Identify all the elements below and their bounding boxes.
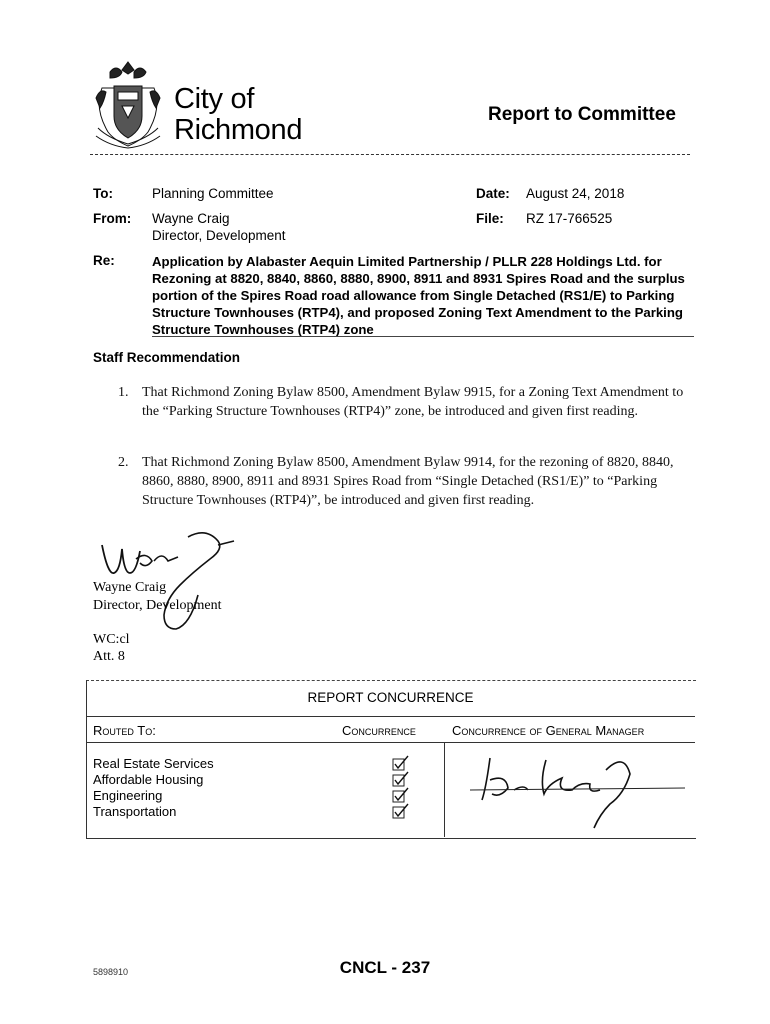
general-manager-signature (470, 750, 690, 830)
column-divider (444, 742, 445, 837)
re-label: Re: (93, 253, 115, 268)
report-title: Report to Committee (488, 104, 676, 125)
checked-box-icon (392, 803, 414, 819)
routed-to-header: Routed To: (93, 723, 156, 738)
recommendation-number: 1. (118, 385, 129, 400)
recommendation-text: That Richmond Zoning Bylaw 8500, Amendment Bylaw 9915, for a Zoning Text Amendment to the “Parking Structure Townhouses (RTP4)” zone, be introduced and given first reading. (142, 385, 684, 419)
concurrence-title: REPORT CONCURRENCE (307, 690, 474, 705)
staff-recommendation-heading: Staff Recommendation (93, 350, 241, 365)
from-title: Director, Development (152, 228, 286, 243)
concurrence-header: Concurrence (342, 723, 416, 738)
re-divider (152, 336, 694, 337)
re-subject: Application by Alabaster Aequin Limited Partnership / PLLR 228 Holdings Ltd. for Rezoning at 8820, 8840, 8860, 8880, 8900, 8911 and 8931 Spires Road and the surplus portion of the Spires Road road allowance from Single Detached (RS1/E) to Parking Structure Townhouses (RTP4), and proposed Zoning Text Amendment to the Parking Structure Townhouses (RTP4) zone (152, 254, 685, 337)
page-label: CNCL - 237 (339, 958, 431, 977)
routed-department: Transportation (93, 804, 177, 819)
org-line-2: Richmond (174, 114, 303, 146)
table-divider (86, 742, 695, 743)
signatory-name: Wayne Craig (93, 580, 167, 595)
attachments-count: Att. 8 (93, 649, 125, 664)
signatory-title: Director, Development (93, 598, 222, 613)
gm-concurrence-header: Concurrence of General Manager (452, 723, 645, 738)
table-divider (86, 716, 695, 717)
header-divider (90, 154, 690, 155)
checked-box-icon (392, 755, 414, 771)
routed-department: Affordable Housing (93, 772, 204, 787)
routed-department: Real Estate Services (93, 756, 214, 771)
checked-box-icon (392, 771, 414, 787)
routed-department: Engineering (93, 788, 163, 803)
organization-name (174, 84, 302, 146)
checked-box-icon (392, 787, 414, 803)
file-label: File: (476, 211, 504, 226)
recommendation-text: That Richmond Zoning Bylaw 8500, Amendment Bylaw 9914, for the rezoning of 8820, 8840, 8860, 8880, 8900, 8911 and 8931 Spires Road from “Single Detached (RS1/E)” to “Parking Structure Townhouses (RTP4)”, be introduced and given first reading. (142, 455, 674, 508)
date-label: Date: (476, 186, 510, 201)
org-line-1: City of (174, 83, 255, 115)
to-value: Planning Committee (152, 186, 274, 201)
to-label: To: (93, 186, 113, 201)
from-name: Wayne Craig (152, 211, 230, 226)
date-value: August 24, 2018 (526, 186, 625, 201)
from-label: From: (93, 211, 132, 226)
recommendation-number: 2. (118, 455, 129, 470)
author-initials: WC:cl (93, 632, 130, 647)
document-number: 5898910 (93, 967, 129, 977)
file-value: RZ 17-766525 (526, 211, 613, 226)
city-crest-icon (92, 58, 164, 150)
